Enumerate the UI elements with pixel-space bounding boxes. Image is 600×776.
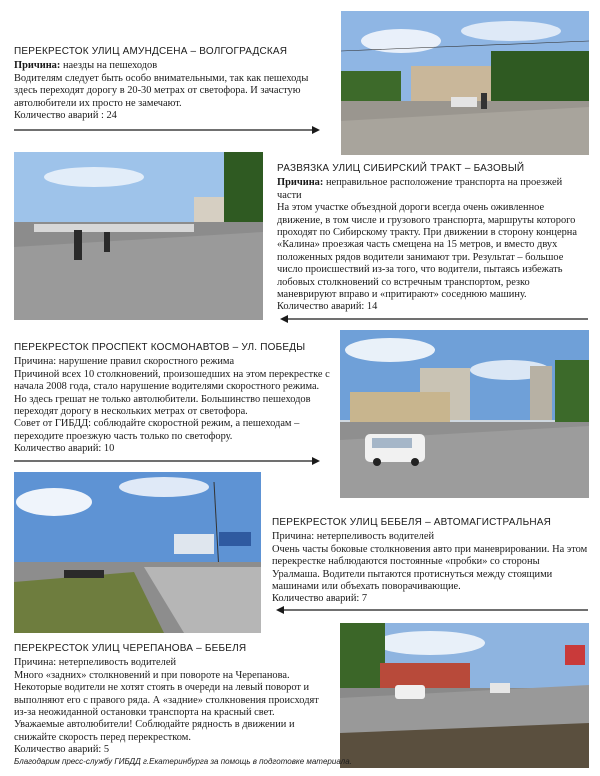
section-1-cause — [14, 60, 319, 72]
section-5-cause-text: нетерпеливость водителей — [58, 657, 177, 669]
section-5-body: Много «задних» столкновений и при повороте на Черепанова. Некоторые водители не хотят стоять в очереди на левый поворот и выполняют его с правого ряда. А «задние» столкновения происходят из-за неожиданной остановки транспорта на красный свет. — [14, 669, 319, 719]
footer-credit: Благодарим пресс-службу ГИБДД г.Екатеринбурга за помощь в подготовке материала. — [14, 757, 352, 766]
section-5-cause — [14, 657, 332, 669]
section-5-advice: Уважаемые автолюбители! Соблюдайте рядность в движении и снижайте скорость перед перекрестком. — [14, 719, 295, 743]
section-2-photo — [14, 152, 263, 320]
section-3-arrow — [14, 457, 320, 465]
section-1-heading: ПЕРЕКРЕСТОК УЛИЦ АМУНДСЕНА – ВОЛГОГРАДСКАЯ — [14, 46, 288, 57]
section-4-arrow — [276, 606, 588, 614]
section-3-text — [14, 342, 330, 456]
section-3-heading: ПЕРЕКРЕСТОК ПРОСПЕКТ КОСМОНАВТОВ – УЛ. ПОБЕДЫ — [14, 342, 306, 353]
section-4-photo — [14, 472, 261, 633]
section-1-cause-label: Причина: — [14, 60, 61, 72]
section-2-count: Количество аварий: 14 — [277, 301, 378, 313]
section-2-arrow — [280, 315, 588, 323]
section-3-cause — [14, 356, 330, 368]
section-1-cause-text: наезды на пешеходов — [62, 60, 158, 72]
section-4-text — [272, 517, 588, 606]
section-2-cause — [277, 177, 588, 202]
section-2-heading: РАЗВЯЗКА УЛИЦ СИБИРСКИЙ ТРАКТ – БАЗОВЫЙ — [277, 163, 525, 174]
section-3-count: Количество аварий: 10 — [14, 443, 115, 455]
section-1-photo — [341, 11, 589, 155]
section-3-cause-text: нарушение правил скоростного режима — [58, 356, 235, 368]
section-4-heading: ПЕРЕКРЕСТОК УЛИЦ БЕБЕЛЯ – АВТОМАГИСТРАЛЬНАЯ — [272, 517, 552, 528]
section-1-count: Количество аварий : 24 — [14, 110, 117, 122]
section-1-text — [14, 46, 319, 122]
section-1-arrow — [14, 126, 320, 134]
section-2-body: На этом участке объездной дороги всегда очень оживленное движение, в том числе и грузового транспорта, маршруты которого проходят по Сибирскому тракту. При движении в сторону концерна «Калина» проезжая часть смещена на 15 метров, и вместо двух положенных рядов водители занимают три. Результат – большое число происшествий из-за того, что водители, пытаясь избежать лобовых столкновений со встречным транспортом, резко маневрируют вправо и «притирают» соседнюю машину. — [277, 202, 577, 301]
section-5-heading: ПЕРЕКРЕСТОК УЛИЦ ЧЕРЕПАНОВА – БЕБЕЛЯ — [14, 643, 247, 654]
section-4-body: Очень часты боковые столкновения авто при маневрировании. На этом перекрестке наблюдаются постоянные «пробки» со стороны Уралмаша. Водители пытаются протиснуться между стоящими машинами или объехать поворачивающие. — [272, 543, 588, 593]
section-5-count: Количество аварий: 5 — [14, 744, 110, 756]
section-5-photo — [340, 623, 589, 768]
section-3-photo — [340, 330, 589, 498]
section-5-cause-label: Причина: — [14, 657, 57, 669]
section-3-advice: Совет от ГИБДД: соблюдайте скоростной режим, а пешеходам – переходите проезжую часть только по светофору. — [14, 418, 300, 442]
section-5-text — [14, 643, 332, 757]
section-4-cause — [272, 531, 588, 543]
section-4-count: Количество аварий: 7 — [272, 593, 368, 605]
section-4-cause-label: Причина: — [272, 531, 315, 543]
section-1-body: Водителям следует быть особо внимательными, так как пешеходы здесь переходят дорогу в 20-30 метрах от светофора. И зачастую автолюбители их просто не замечают. — [14, 72, 309, 109]
section-2-cause-text: неправильное расположение транспорта на проезжей части — [277, 177, 563, 201]
section-4-cause-text: нетерпеливость водителей — [316, 531, 435, 543]
section-2-text — [277, 163, 588, 314]
section-3-cause-label: Причина: — [14, 356, 57, 368]
section-3-body: Причиной всех 10 столкновений, произошедших на этом перекрестке с начала 2008 года, стало нарушение водителями скоростного режима. Но здесь грешат не только автолюбители. Большинство пешеходов переходят дорогу в нескольких метрах от светофора. — [14, 368, 330, 418]
section-2-cause-label: Причина: — [277, 177, 324, 189]
